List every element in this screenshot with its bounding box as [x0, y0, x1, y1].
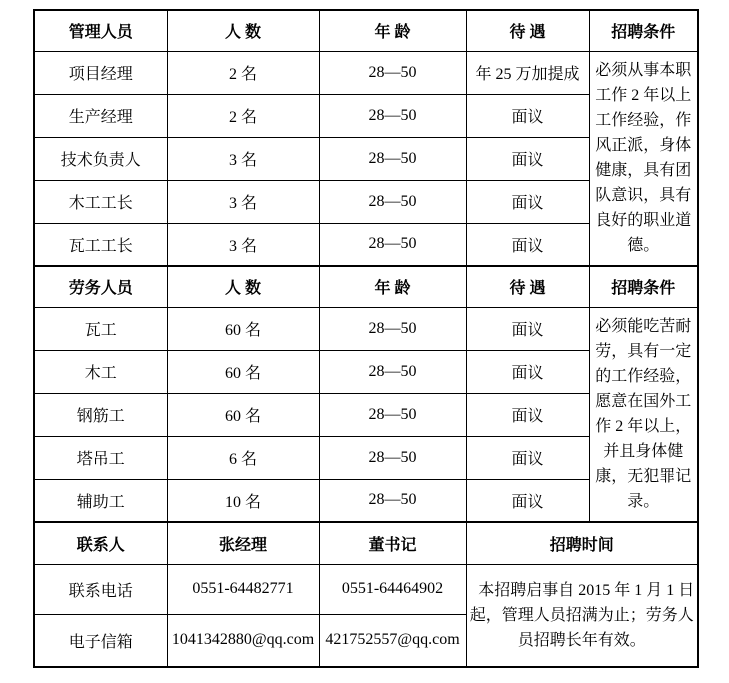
- header-labor-category: 劳务人员: [34, 266, 167, 307]
- management-conditions-text: 必须从事本职工作 2 年以上工作经验，作风正派，身体健康，具有团队意识，具有良好的职业道德。: [589, 51, 698, 266]
- cell-age: 28—50: [319, 180, 466, 223]
- email-address-1: 1041342880@qq.com: [167, 614, 319, 667]
- cell-age: 28—50: [319, 393, 466, 436]
- cell-age: 28—50: [319, 350, 466, 393]
- cell-count: 60 名: [167, 307, 319, 350]
- cell-salary: 面议: [466, 137, 589, 180]
- cell-position: 钢筋工: [34, 393, 167, 436]
- management-header-row: [34, 10, 698, 51]
- email-label: 电子信箱: [34, 614, 167, 667]
- table-row-mason: [34, 307, 698, 350]
- cell-position: 生产经理: [34, 94, 167, 137]
- cell-count: 2 名: [167, 94, 319, 137]
- cell-salary: 面议: [466, 479, 589, 522]
- cell-position: 项目经理: [34, 51, 167, 94]
- cell-position: 木工工长: [34, 180, 167, 223]
- cell-count: 60 名: [167, 350, 319, 393]
- recruit-time-text: 本招聘启事自 2015 年 1 月 1 日起，管理人员招满为止；劳务人员招聘长年有效。: [466, 564, 698, 667]
- cell-count: 3 名: [167, 137, 319, 180]
- header-labor-count: 人 数: [167, 266, 319, 307]
- phone-label: 联系电话: [34, 564, 167, 614]
- labor-header-row: [34, 266, 698, 307]
- labor-conditions-text: 必须能吃苦耐劳，具有一定的工作经验，愿意在国外工作 2 年以上，并且身体健康，无犯罪记录。: [589, 307, 698, 522]
- header-management-age: 年 龄: [319, 10, 466, 51]
- cell-salary: 面议: [466, 436, 589, 479]
- header-labor-conditions: 招聘条件: [589, 266, 698, 307]
- cell-salary: 面议: [466, 307, 589, 350]
- cell-position: 塔吊工: [34, 436, 167, 479]
- header-contact-name-2: 董书记: [319, 522, 466, 564]
- cell-position: 技术负责人: [34, 137, 167, 180]
- cell-age: 28—50: [319, 307, 466, 350]
- cell-count: 6 名: [167, 436, 319, 479]
- cell-age: 28—50: [319, 479, 466, 522]
- contact-header-row: [34, 522, 698, 564]
- cell-count: 3 名: [167, 223, 319, 266]
- cell-position: 瓦工工长: [34, 223, 167, 266]
- cell-position: 辅助工: [34, 479, 167, 522]
- cell-age: 28—50: [319, 137, 466, 180]
- table-row-phone: [34, 564, 698, 614]
- phone-number-1: 0551-64482771: [167, 564, 319, 614]
- cell-age: 28—50: [319, 436, 466, 479]
- header-recruit-time: 招聘时间: [466, 522, 698, 564]
- table-row-project-manager: [34, 51, 698, 94]
- cell-salary: 年 25 万加提成: [466, 51, 589, 94]
- header-labor-age: 年 龄: [319, 266, 466, 307]
- cell-age: 28—50: [319, 94, 466, 137]
- cell-count: 3 名: [167, 180, 319, 223]
- email-address-2: 421752557@qq.com: [319, 614, 466, 667]
- cell-salary: 面议: [466, 223, 589, 266]
- header-management-salary: 待 遇: [466, 10, 589, 51]
- header-contact-label: 联系人: [34, 522, 167, 564]
- cell-position: 瓦工: [34, 307, 167, 350]
- recruitment-table: [33, 9, 699, 668]
- cell-count: 60 名: [167, 393, 319, 436]
- cell-count: 10 名: [167, 479, 319, 522]
- cell-age: 28—50: [319, 223, 466, 266]
- header-management-count: 人 数: [167, 10, 319, 51]
- phone-number-2: 0551-64464902: [319, 564, 466, 614]
- header-management-conditions: 招聘条件: [589, 10, 698, 51]
- cell-salary: 面议: [466, 94, 589, 137]
- header-management-category: 管理人员: [34, 10, 167, 51]
- cell-salary: 面议: [466, 350, 589, 393]
- cell-salary: 面议: [466, 180, 589, 223]
- cell-count: 2 名: [167, 51, 319, 94]
- header-contact-name-1: 张经理: [167, 522, 319, 564]
- cell-age: 28—50: [319, 51, 466, 94]
- cell-position: 木工: [34, 350, 167, 393]
- header-labor-salary: 待 遇: [466, 266, 589, 307]
- cell-salary: 面议: [466, 393, 589, 436]
